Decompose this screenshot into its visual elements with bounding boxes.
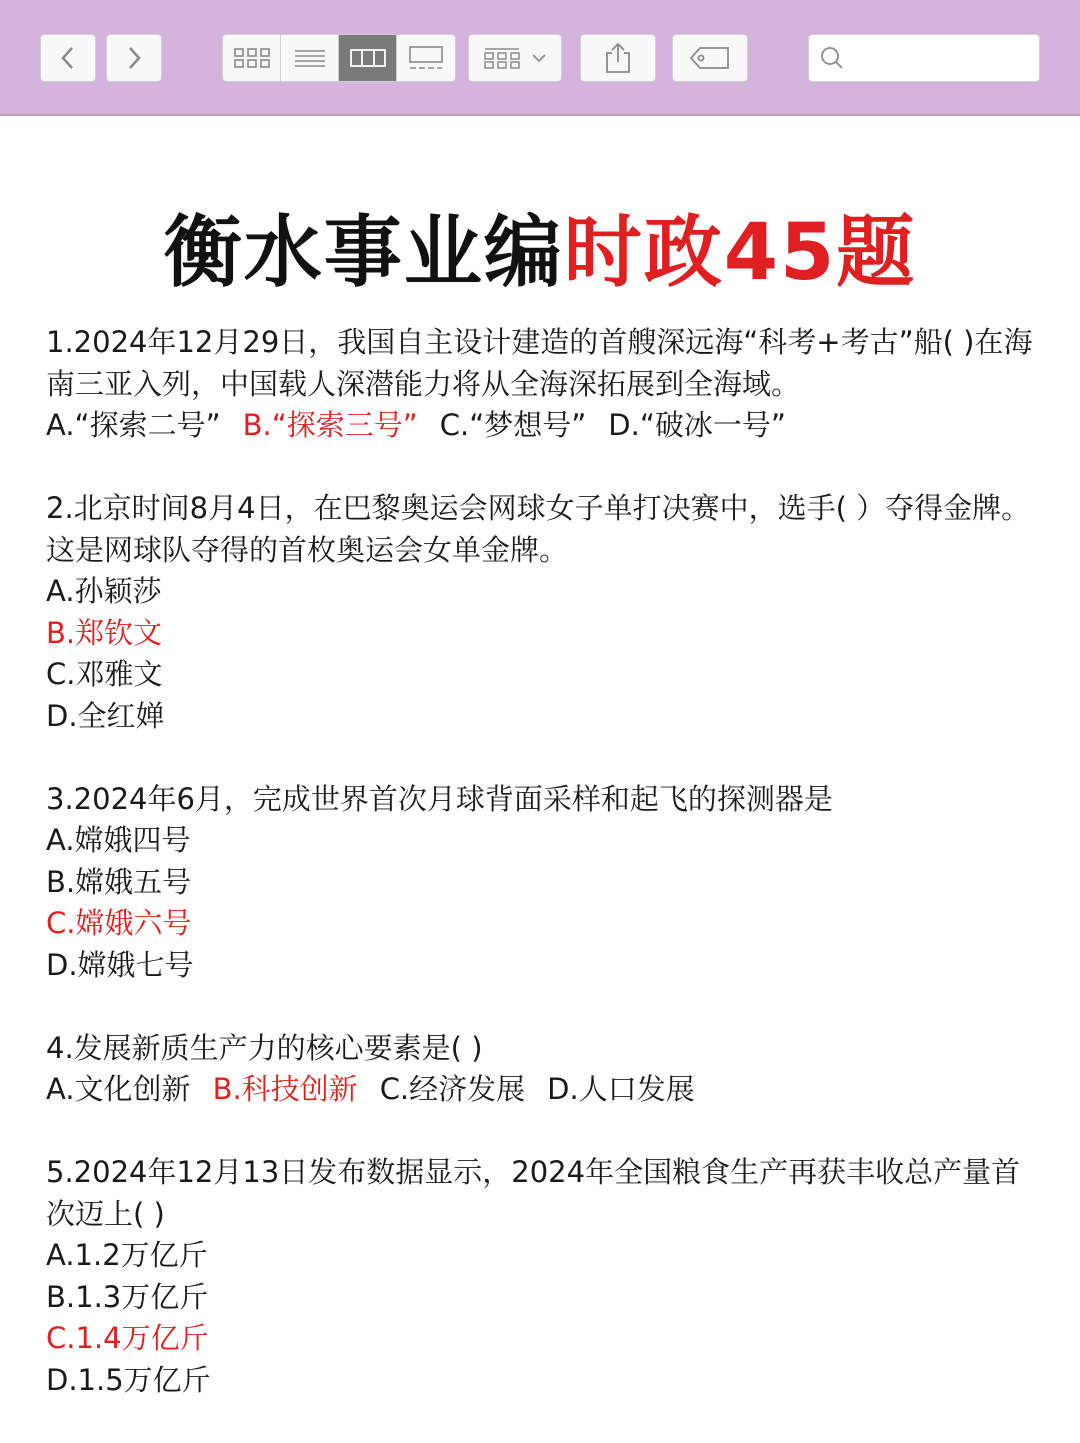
tag-button[interactable]: [672, 34, 748, 82]
answer-option: A.嫦娥四号: [46, 823, 191, 857]
tag-icon: [688, 44, 732, 72]
question-options: [46, 820, 1040, 986]
chevron-down-icon: [530, 51, 548, 65]
back-button[interactable]: [40, 34, 96, 82]
list-view-icon: [292, 46, 328, 70]
answer-option: A.1.2万亿斤: [46, 1238, 208, 1272]
answer-option-correct: C.嫦娥六号: [46, 906, 192, 940]
page-title-black: 衡水事业编: [163, 208, 564, 298]
chevron-right-icon: [124, 44, 144, 72]
page-title-red: 时政45题: [563, 208, 917, 298]
search-icon: [819, 45, 845, 71]
answer-option: C.“梦想号”: [439, 408, 587, 442]
question-options: [46, 571, 1040, 737]
view-mode-segment: [222, 34, 456, 82]
question-5: [46, 1152, 1040, 1401]
question-2: [46, 488, 1040, 737]
group-by-icon: [482, 46, 522, 70]
answer-option: D.嫦娥七号: [46, 947, 194, 982]
answer-option-correct: B.郑钦文: [46, 615, 163, 650]
answer-option-correct: B.“探索三号”: [242, 408, 418, 442]
answer-option: D.1.5万亿斤: [46, 1362, 211, 1397]
question-stem: 5.2024年12月13日发布数据显示，2024年全国粮食生产再获丰收总产量首次迈上( ): [46, 1155, 1021, 1231]
question-stem: 4.发展新质生产力的核心要素是( ): [46, 1030, 483, 1065]
grid-view-button[interactable]: [223, 35, 281, 81]
grid-view-icon: [232, 46, 272, 70]
forward-button[interactable]: [106, 34, 162, 82]
question-4: [46, 1028, 1040, 1111]
answer-option: A.“探索二号”: [46, 408, 221, 442]
answer-option-correct: B.科技创新: [212, 1072, 358, 1106]
answer-option: C.经济发展: [379, 1072, 526, 1106]
search-field[interactable]: [808, 34, 1040, 82]
column-view-button[interactable]: [339, 35, 397, 81]
page-title: [0, 190, 1080, 302]
gallery-view-button[interactable]: [397, 35, 455, 81]
question-list: [46, 322, 1040, 1443]
answer-option: D.全红婵: [46, 698, 165, 733]
question-1: [46, 322, 1040, 447]
answer-option-correct: C.1.4万亿斤: [46, 1321, 209, 1355]
answer-option: B.嫦娥五号: [46, 864, 192, 899]
answer-option: D.“破冰一号”: [608, 408, 786, 442]
chevron-left-icon: [58, 44, 78, 72]
share-icon: [603, 41, 633, 75]
toolbar: [0, 0, 1080, 116]
list-view-button[interactable]: [281, 35, 339, 81]
answer-option: D.人口发展: [547, 1072, 695, 1106]
answer-option: C.邓雅文: [46, 657, 163, 691]
question-stem: 1.2024年12月29日，我国自主设计建造的首艘深远海“科考+考古”船( )在海南三亚入列，中国载人深潜能力将从全海深拓展到全海域。: [46, 325, 1033, 401]
answer-option: A.文化创新: [46, 1072, 191, 1106]
question-stem: 3.2024年6月，完成世界首次月球背面采样和起飞的探测器是: [46, 781, 833, 816]
answer-option: B.1.3万亿斤: [46, 1279, 209, 1314]
question-options: [46, 1235, 1040, 1401]
question-options: [46, 1069, 1040, 1111]
answer-option: A.孙颖莎: [46, 574, 162, 608]
gallery-view-icon: [406, 44, 446, 72]
search-input[interactable]: [853, 48, 1033, 69]
question-3: [46, 779, 1040, 987]
share-button[interactable]: [580, 34, 656, 82]
question-options: [46, 405, 1040, 447]
group-by-button[interactable]: [468, 34, 562, 82]
question-stem: 2.北京时间8月4日，在巴黎奥运会网球女子单打决赛中，选手( ）夺得金牌。这是网球队夺得的首枚奥运会女单金牌。: [46, 491, 1031, 567]
column-view-icon: [348, 46, 388, 70]
